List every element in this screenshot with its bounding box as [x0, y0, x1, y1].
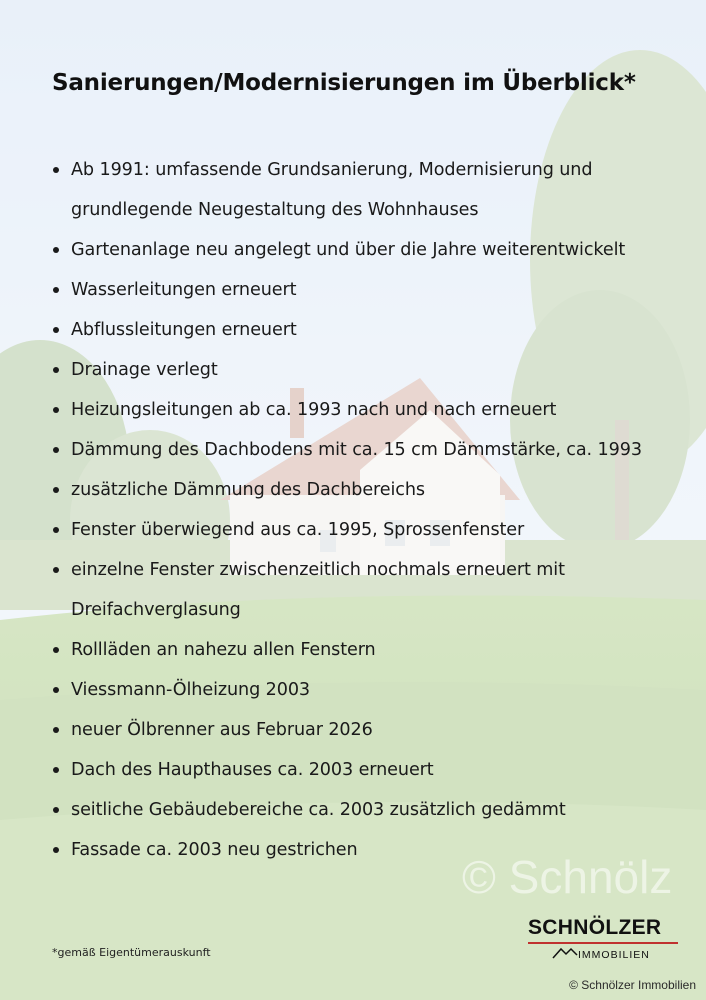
list-item-text: seitliche Gebäudebereiche ca. 2003 zusätzlich gedämmt	[71, 800, 566, 820]
list-item-text: Rollläden an nahezu allen Fenstern	[71, 640, 376, 660]
list-item	[52, 350, 702, 390]
list-item-text: zusätzliche Dämmung des Dachbereichs	[71, 480, 425, 500]
list-item	[52, 750, 702, 790]
list-item	[52, 630, 702, 670]
bullet-icon	[53, 767, 59, 773]
bullet-icon	[53, 327, 59, 333]
list-item	[52, 230, 702, 270]
bullet-icon	[53, 407, 59, 413]
bullet-icon	[53, 647, 59, 653]
bullet-icon	[53, 487, 59, 493]
list-item	[52, 550, 702, 630]
list-item-text: Viessmann-Ölheizung 2003	[71, 680, 311, 700]
list-item	[52, 710, 702, 750]
list-item	[52, 830, 702, 870]
list-item-text: Drainage verlegt	[71, 360, 218, 380]
logo-subtitle: IMMOBILIEN	[578, 949, 650, 961]
bullet-icon	[53, 527, 59, 533]
list-item	[52, 270, 702, 310]
bullet-icon	[53, 847, 59, 853]
page-title: Sanierungen/Modernisierungen im Überblick*	[52, 70, 636, 96]
list-item-text: Dach des Haupthauses ca. 2003 erneuert	[71, 760, 434, 780]
bullet-icon	[53, 447, 59, 453]
list-item	[52, 150, 702, 230]
list-item-text: Fassade ca. 2003 neu gestrichen	[71, 840, 358, 860]
bullet-icon	[53, 287, 59, 293]
bullet-icon	[53, 567, 59, 573]
list-item	[52, 670, 702, 710]
copyright-notice: © Schnölzer Immobilien	[569, 978, 696, 992]
list-item	[52, 790, 702, 830]
bullet-icon	[53, 367, 59, 373]
footnote: *gemäß Eigentümerauskunft	[52, 946, 211, 959]
list-item-text: Dämmung des Dachbodens mit ca. 15 cm Dämmstärke, ca. 1993	[71, 440, 642, 460]
list-item	[52, 510, 702, 550]
bullet-icon	[53, 687, 59, 693]
bullet-icon	[53, 727, 59, 733]
list-item-text: Heizungsleitungen ab ca. 1993 nach und nach erneuert	[71, 400, 557, 420]
bullet-icon	[53, 807, 59, 813]
list-item-text: Abflussleitungen erneuert	[71, 320, 297, 340]
list-item-text: einzelne Fenster zwischenzeitlich nochmals erneuert mit Dreifachverglasung	[71, 560, 565, 620]
renovation-list	[52, 150, 702, 870]
list-item-text: Ab 1991: umfassende Grundsanierung, Modernisierung und grundlegende Neugestaltung des Wohnhauses	[71, 160, 593, 220]
list-item	[52, 430, 702, 470]
list-item	[52, 390, 702, 430]
logo-accent-line	[528, 942, 678, 944]
list-item-text: Fenster überwiegend aus ca. 1995, Sprossenfenster	[71, 520, 525, 540]
list-item-text: Wasserleitungen erneuert	[71, 280, 297, 300]
logo-name: SCHNÖLZER	[528, 916, 662, 939]
bullet-icon	[53, 247, 59, 253]
list-item	[52, 470, 702, 510]
list-item-text: neuer Ölbrenner aus Februar 2026	[71, 720, 373, 740]
list-item	[52, 310, 702, 350]
company-logo	[528, 916, 680, 964]
house-roof-icon	[552, 945, 578, 959]
watermark-text: © Schnölz	[462, 851, 673, 903]
bullet-icon	[53, 167, 59, 173]
list-item-text: Gartenanlage neu angelegt und über die Jahre weiterentwickelt	[71, 240, 626, 260]
